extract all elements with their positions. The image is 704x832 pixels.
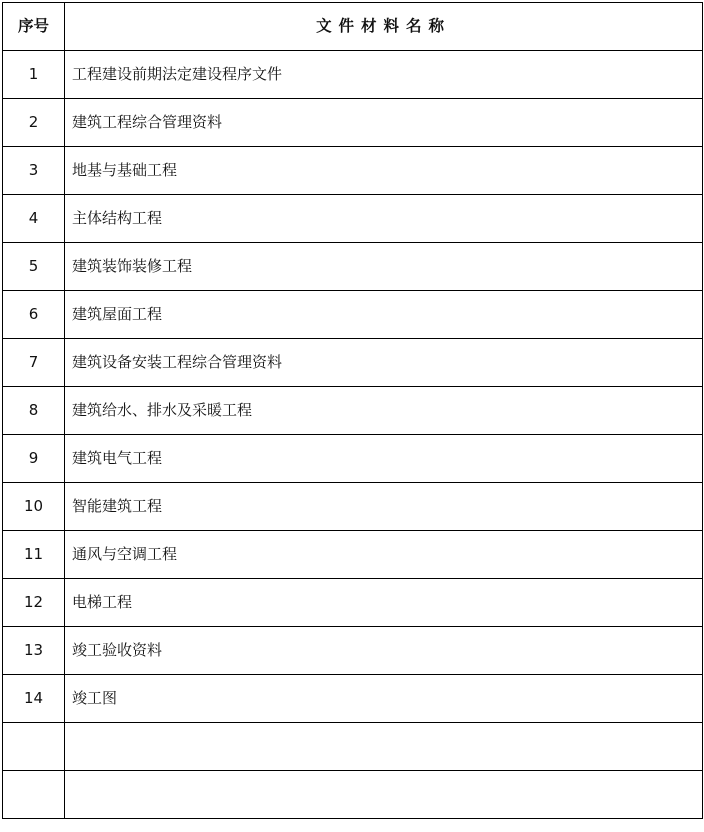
row-number: 3 bbox=[3, 147, 65, 195]
table-row-empty bbox=[3, 723, 703, 771]
row-number: 13 bbox=[3, 627, 65, 675]
table-row bbox=[3, 99, 703, 147]
row-number: 11 bbox=[3, 531, 65, 579]
row-name bbox=[65, 723, 703, 771]
table-row bbox=[3, 627, 703, 675]
table-row bbox=[3, 51, 703, 99]
row-name: 地基与基础工程 bbox=[65, 147, 703, 195]
table-row bbox=[3, 675, 703, 723]
row-name: 通风与空调工程 bbox=[65, 531, 703, 579]
table-row bbox=[3, 339, 703, 387]
table-row bbox=[3, 195, 703, 243]
row-name: 建筑装饰装修工程 bbox=[65, 243, 703, 291]
table-row bbox=[3, 387, 703, 435]
row-number bbox=[3, 723, 65, 771]
row-name: 竣工验收资料 bbox=[65, 627, 703, 675]
row-number: 14 bbox=[3, 675, 65, 723]
column-header-name: 文件材料名称 bbox=[65, 3, 703, 51]
table-row bbox=[3, 291, 703, 339]
row-name: 主体结构工程 bbox=[65, 195, 703, 243]
table-row bbox=[3, 435, 703, 483]
row-number: 8 bbox=[3, 387, 65, 435]
row-name: 建筑电气工程 bbox=[65, 435, 703, 483]
row-name: 电梯工程 bbox=[65, 579, 703, 627]
row-number: 9 bbox=[3, 435, 65, 483]
row-name bbox=[65, 771, 703, 819]
row-name: 建筑工程综合管理资料 bbox=[65, 99, 703, 147]
row-number: 5 bbox=[3, 243, 65, 291]
table-row bbox=[3, 147, 703, 195]
row-name: 智能建筑工程 bbox=[65, 483, 703, 531]
row-number: 7 bbox=[3, 339, 65, 387]
table-row-empty bbox=[3, 771, 703, 819]
row-name: 建筑设备安装工程综合管理资料 bbox=[65, 339, 703, 387]
row-number: 6 bbox=[3, 291, 65, 339]
table-row bbox=[3, 579, 703, 627]
row-number: 4 bbox=[3, 195, 65, 243]
row-number: 10 bbox=[3, 483, 65, 531]
row-name: 工程建设前期法定建设程序文件 bbox=[65, 51, 703, 99]
column-header-number: 序号 bbox=[3, 3, 65, 51]
row-name: 建筑屋面工程 bbox=[65, 291, 703, 339]
table-row bbox=[3, 531, 703, 579]
table-header-row bbox=[3, 3, 703, 51]
table-row bbox=[3, 243, 703, 291]
row-number: 1 bbox=[3, 51, 65, 99]
row-number bbox=[3, 771, 65, 819]
row-number: 12 bbox=[3, 579, 65, 627]
row-name: 建筑给水、排水及采暖工程 bbox=[65, 387, 703, 435]
row-number: 2 bbox=[3, 99, 65, 147]
file-materials-table bbox=[2, 2, 703, 819]
row-name: 竣工图 bbox=[65, 675, 703, 723]
table-row bbox=[3, 483, 703, 531]
